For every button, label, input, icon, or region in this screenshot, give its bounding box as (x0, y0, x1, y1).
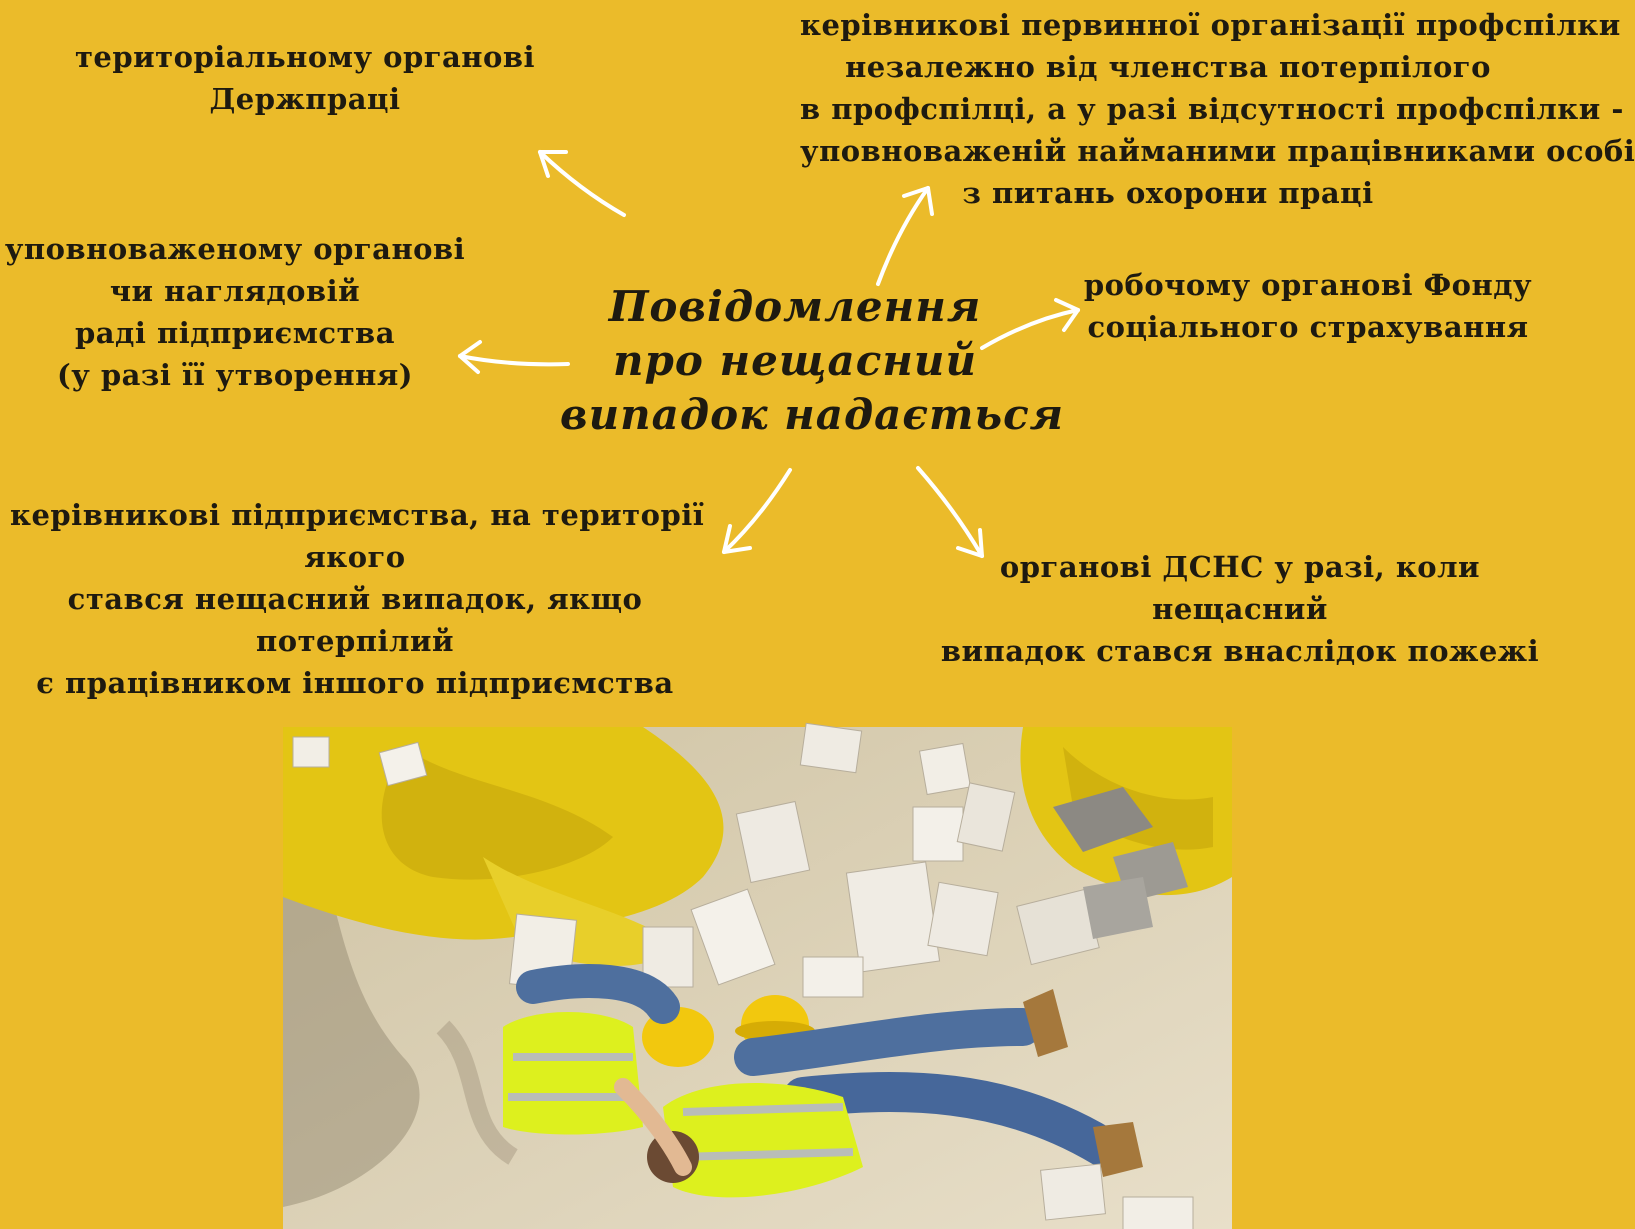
node-line: соціального страхування (1087, 310, 1529, 344)
node-line: органові ДСНС у разі, коли (999, 550, 1481, 584)
node-line: раді підприємства (74, 316, 395, 350)
node-line: в профспілці, а у разі відсутності профспілки - (800, 92, 1624, 126)
node-profspilka (800, 4, 1635, 214)
node-line: нещасний (1152, 592, 1328, 626)
node-line: територіальному органові (74, 40, 536, 74)
node-line: потерпілий (256, 624, 454, 658)
node-line: керівникові підприємства, на території (10, 498, 705, 532)
node-line: Держпраці (209, 82, 401, 116)
arrow-to-derzhpratsi (540, 152, 624, 215)
node-line: є працівником іншого підприємства (36, 666, 674, 700)
node-line: робочому органові Фонду (1083, 268, 1533, 302)
center-title-line: випадок надається (560, 390, 1065, 439)
node-line: чи наглядовій (109, 274, 361, 308)
center-title-line: Повідомлення (608, 282, 982, 331)
node-kerivnyk (10, 494, 705, 704)
node-line: незалежно від членства потерпілого (845, 50, 1491, 84)
node-derzhpratsi (60, 36, 550, 120)
node-line: уповноваженому органові (4, 232, 466, 266)
node-line: керівникові первинної організації профспілки (800, 8, 1621, 42)
node-line: з питань охорони праці (962, 176, 1374, 210)
node-line: стався нещасний випадок, якщо (67, 582, 643, 616)
node-line: випадок стався внаслідок пожежі (940, 634, 1540, 668)
arrow-to-kerivnyk (724, 470, 790, 552)
arrow-to-rada (460, 342, 568, 372)
node-rada (0, 228, 470, 396)
arrow-to-dsns (918, 468, 982, 556)
node-line: уповноваженій найманими працівниками особі (800, 134, 1635, 168)
node-dsns (940, 546, 1540, 672)
node-line: якого (304, 540, 406, 574)
center-title (560, 280, 1065, 442)
node-fond (1080, 264, 1536, 348)
center-title-line: про нещасний (613, 336, 977, 385)
photo-illustration (283, 727, 1232, 1229)
construction-accident-photo (283, 727, 1232, 1229)
node-line: (у разі її утворення) (56, 358, 414, 392)
